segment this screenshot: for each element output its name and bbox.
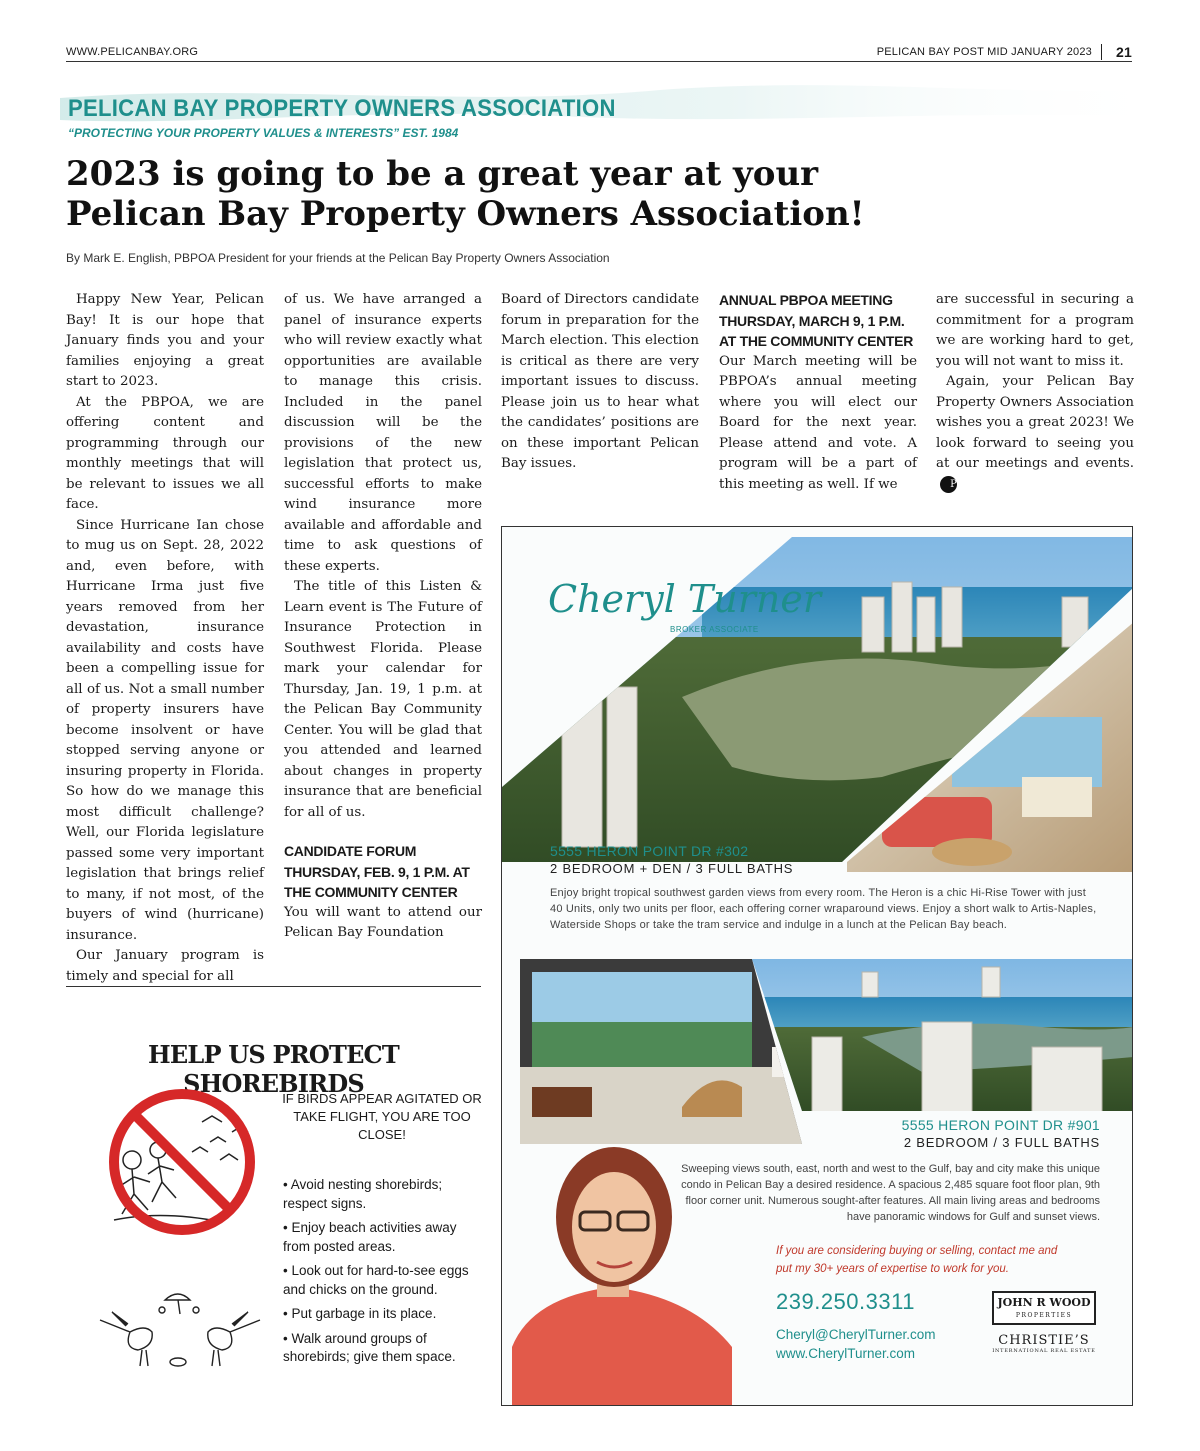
article-column-5 <box>936 290 1134 495</box>
paragraph: of us. We have arranged a panel of insurance experts who will review exactly what opportunities are available to manage this crisis. Included in the panel discussion will be the provisions of the new legislation that protect us, successful efforts to make wind insurance more available and affordable and time to ask questions of these experts. <box>284 292 482 574</box>
list-item: • Walk around groups of shorebirds; give them space. <box>283 1330 456 1364</box>
property-2-details: 2 BEDROOM / 3 FULL BATHS <box>903 1135 1100 1150</box>
association-tagline: “PROTECTING YOUR PROPERTY VALUES & INTERESTS” EST. 1984 <box>68 126 459 140</box>
agent-email[interactable]: Cheryl@CherylTurner.com <box>776 1327 936 1342</box>
list-item: • Avoid nesting shorebirds; respect signs. <box>283 1177 443 1211</box>
call-to-action: If you are considering buying or selling, contact me and put my 30+ years of expertise to work for you. <box>776 1245 1058 1275</box>
page-number: 21 <box>1116 44 1132 60</box>
article-byline: By Mark E. English, PBPOA President for your friends at the Pelican Bay Property Owners Association <box>66 251 610 265</box>
article-column-2 <box>284 290 482 944</box>
agent-phone[interactable]: 239.250.3311 <box>776 1289 915 1314</box>
paragraph: At the PBPOA, we are offering content and programming through our monthly meetings that will be relevant to issues we all face. <box>66 394 264 512</box>
paragraph: Our January program is timely and special for all <box>66 948 264 984</box>
headline-line-1: 2023 is going to be a great year at your <box>66 154 819 194</box>
brokerage-subtitle: PROPERTIES <box>1015 1312 1073 1319</box>
property-2-address: 5555 HERON POINT DR #901 <box>901 1117 1100 1133</box>
property-1-address: 5555 HERON POINT DR #302 <box>550 843 749 859</box>
real-estate-advertisement <box>501 526 1133 1406</box>
paragraph: Board of Directors candidate forum in preparation for the March election. This election is critical as there are very important issues to discuss. Please join us to hear what the candidates’ positions are on these important Pelican Bay issues. <box>501 292 699 471</box>
end-mark-icon: P <box>940 476 957 493</box>
paragraph: Since Hurricane Ian chose to mug us on Sept. 28, 2022 and, even before, with Hurricane Irma just five years removed from her devastation, insurance availability and costs have been a compelling issue for all of us. Not a small number of property insurers have become insolvent or have stopped serving anyone or insuring property in Florida. So how do we manage this most difficult challenge? Well, our Florida legislature passed some very important legislation that brings relief to many, if not most, of the buyers of wind (hurricane) insurance. <box>66 517 264 943</box>
paragraph: You will want to attend our Pelican Bay Foundation <box>284 904 482 940</box>
christies-subtitle: INTERNATIONAL REAL ESTATE <box>992 1348 1096 1354</box>
paragraph: The title of this Listen & Learn event is The Future of Insurance Protection in Southwest Florida. Please mark your calendar for Thursday, Jan. 19, 1 p.m. at the Pelican Bay Community Center. You will be glad that you attended and learned about changes in property insurance that are beneficial for all of us. <box>284 579 482 820</box>
headline-line-2: Pelican Bay Property Owners Association! <box>66 194 865 234</box>
paragraph: are successful in securing a commitment for a program we are working hard to get, you will not want to miss it. <box>936 292 1134 369</box>
shorebirds-title: HELP US PROTECT SHOREBIRDS <box>148 1040 399 1098</box>
list-item: • Look out for hard-to-see eggs and chicks on the ground. <box>283 1263 469 1297</box>
candidate-forum-heading: CANDIDATE FORUM THURSDAY, FEB. 9, 1 P.M. AT THE COMMUNITY CENTER <box>284 843 470 900</box>
paragraph: Happy New Year, Pelican Bay! It is our hope that January finds you and your families enjoying a great start to 2023. <box>66 292 264 389</box>
header-divider <box>1101 44 1102 60</box>
property-2-description: Sweeping views south, east, north and west to the Gulf, bay and city make this unique condo in Pelican Bay a desired residence. A spacious 2,485 square foot floor plan, 9th floor corner unit. Numerous sought-after features. All main living areas and bedrooms have panoramic windows for Gulf and sunset views. <box>681 1163 1100 1223</box>
closing-text: Again, your Pelican Bay Property Owners Association wishes you a great 2023! We look forward to seeing you at our meetings and events. <box>936 374 1134 471</box>
paragraph <box>936 372 1134 495</box>
association-name: PELICAN BAY PROPERTY OWNERS ASSOCIATION <box>68 95 616 122</box>
shorebird-tips-list <box>283 1176 483 1373</box>
section-divider <box>66 986 481 987</box>
article-headline <box>66 154 966 234</box>
website-url[interactable]: WWW.PELICANBAY.ORG <box>66 46 199 58</box>
list-item: • Put garbage in its place. <box>283 1306 437 1321</box>
issue-label: PELICAN BAY POST MID JANUARY 2023 <box>876 46 1092 58</box>
christies-logo <box>992 1333 1096 1354</box>
agent-title: BROKER ASSOCIATE <box>670 625 759 634</box>
shorebirds-illustration <box>90 1280 270 1370</box>
christies-name: CHRISTIE’S <box>998 1333 1090 1348</box>
annual-meeting-heading: ANNUAL PBPOA MEETING THURSDAY, MARCH 9, 1 P.M. AT THE COMMUNITY CENTER <box>719 292 914 349</box>
running-header <box>66 44 1132 62</box>
article-column-4 <box>719 290 917 495</box>
agent-logo: Cheryl Turner <box>548 577 822 621</box>
too-close-warning: IF BIRDS APPEAR AGITATED OR TAKE FLIGHT, YOU ARE TOO CLOSE! <box>282 1091 482 1142</box>
property-1-description: Enjoy bright tropical southwest garden views from every room. The Heron is a chic Hi-Rise Tower with just 40 Units, only two units per floor, each offering corner wraparound views. Enjoy a short walk to Artis-Naples, Waterside Shops or take the tram service and indulge in a lunch at the Pelican Bay beach. <box>550 887 1097 931</box>
list-item: • Enjoy beach activities away from posted areas. <box>283 1220 457 1254</box>
brokerage-name: JOHN R WOOD <box>997 1296 1091 1309</box>
agent-contact <box>776 1325 936 1363</box>
paragraph: Our March meeting will be PBPOA’s annual meeting where you will elect our Board for the next year. Please attend and vote. A program will be a part of this meeting as well. If we <box>719 353 917 492</box>
property-1-details: 2 BEDROOM + DEN / 3 FULL BATHS <box>550 861 794 876</box>
no-chasing-birds-icon <box>92 1082 272 1242</box>
john-r-wood-logo <box>992 1291 1096 1325</box>
agent-website[interactable]: www.CherylTurner.com <box>776 1346 916 1361</box>
article-column-3 <box>501 290 699 475</box>
article-column-1 <box>66 290 264 987</box>
